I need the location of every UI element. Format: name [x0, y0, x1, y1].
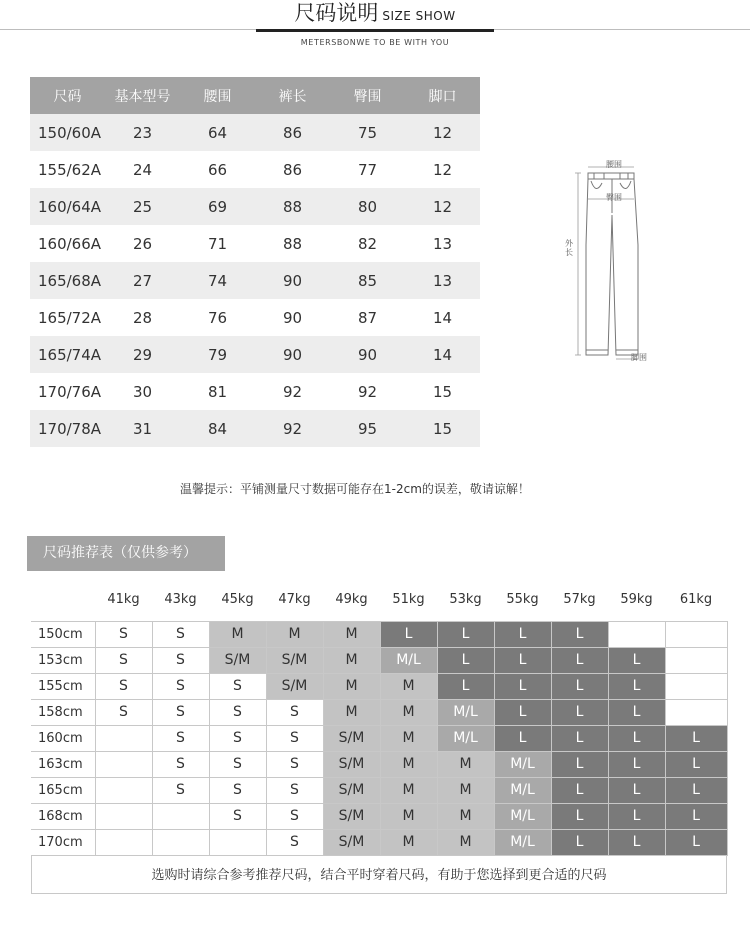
size-cell: S	[209, 725, 266, 751]
table-cell: 170/76A	[30, 373, 105, 410]
table-cell: 69	[180, 188, 255, 225]
table-cell: 25	[105, 188, 180, 225]
size-cell: L	[551, 803, 608, 829]
size-cell: M	[323, 647, 380, 673]
size-cell: M/L	[494, 829, 551, 855]
size-cell: M	[437, 803, 494, 829]
size-cell: S/M	[323, 829, 380, 855]
size-cell: M/L	[494, 803, 551, 829]
size-cell: S	[152, 751, 209, 777]
col-header-waist: 腰围	[180, 77, 255, 114]
height-label: 170cm	[31, 829, 95, 855]
height-label: 153cm	[31, 647, 95, 673]
size-cell: M	[437, 751, 494, 777]
table-row	[30, 299, 480, 336]
size-cell: L	[380, 621, 437, 647]
size-cell: S	[209, 673, 266, 699]
table-cell: 27	[105, 262, 180, 299]
height-label: 165cm	[31, 777, 95, 803]
height-label: 150cm	[31, 621, 95, 647]
hip-label: 臀围	[606, 193, 622, 202]
table-cell: 170/78A	[30, 410, 105, 447]
size-cell: L	[551, 725, 608, 751]
size-cell	[95, 751, 152, 777]
waist-label: 腰围	[606, 160, 622, 169]
table-cell: 95	[330, 410, 405, 447]
table-row	[31, 725, 727, 751]
table-cell: 14	[405, 299, 480, 336]
size-cell	[95, 803, 152, 829]
table-cell: 24	[105, 151, 180, 188]
weight-header: 41kg	[95, 579, 152, 621]
brand-slogan: METERSBONWE TO BE WITH YOU	[300, 38, 450, 47]
table-row	[30, 336, 480, 373]
hem-label: 脚围	[631, 353, 647, 362]
table-row	[30, 151, 480, 188]
size-cell	[95, 829, 152, 855]
header-title-block	[275, 0, 475, 30]
size-cell	[95, 777, 152, 803]
recommendation-title: 尺码推荐表（仅供参考）	[27, 536, 225, 571]
table-cell: 84	[180, 410, 255, 447]
size-cell	[95, 725, 152, 751]
size-cell: L	[608, 751, 665, 777]
size-cell: S/M	[323, 777, 380, 803]
size-cell: S	[152, 673, 209, 699]
size-cell	[665, 673, 727, 699]
table-cell: 86	[255, 151, 330, 188]
size-cell: M	[380, 673, 437, 699]
size-cell: M	[380, 777, 437, 803]
size-cell: M	[380, 829, 437, 855]
table-row	[31, 699, 727, 725]
col-header-model: 基本型号	[105, 77, 180, 114]
size-cell: S	[266, 725, 323, 751]
size-cell	[665, 647, 727, 673]
weight-header: 49kg	[323, 579, 380, 621]
size-cell: M	[209, 621, 266, 647]
table-cell: 165/68A	[30, 262, 105, 299]
size-cell: S/M	[323, 725, 380, 751]
size-cell: L	[608, 803, 665, 829]
size-cell	[152, 803, 209, 829]
size-cell: M/L	[437, 725, 494, 751]
size-cell: S/M	[266, 673, 323, 699]
table-cell: 13	[405, 262, 480, 299]
size-cell: L	[665, 777, 727, 803]
size-cell: L	[551, 673, 608, 699]
table-cell: 90	[255, 262, 330, 299]
size-cell: S	[266, 751, 323, 777]
table-cell: 165/74A	[30, 336, 105, 373]
table-cell: 12	[405, 151, 480, 188]
size-cell: S	[209, 803, 266, 829]
weight-header: 53kg	[437, 579, 494, 621]
weight-header: 47kg	[266, 579, 323, 621]
size-cell: S	[209, 699, 266, 725]
size-cell: S/M	[209, 647, 266, 673]
table-cell: 28	[105, 299, 180, 336]
size-cell: S	[266, 803, 323, 829]
height-label: 155cm	[31, 673, 95, 699]
size-cell: L	[494, 725, 551, 751]
page-header	[0, 0, 750, 60]
table-row	[30, 225, 480, 262]
size-cell: L	[608, 777, 665, 803]
table-cell: 75	[330, 114, 405, 151]
size-cell: M	[266, 621, 323, 647]
size-cell: S	[152, 647, 209, 673]
col-header-size: 尺码	[30, 77, 105, 114]
size-cell: M	[323, 621, 380, 647]
page-title: 尺码说明	[294, 1, 379, 25]
col-header-hip: 臀围	[330, 77, 405, 114]
table-cell: 77	[330, 151, 405, 188]
table-cell: 30	[105, 373, 180, 410]
size-cell: L	[665, 829, 727, 855]
size-table-header-row	[30, 77, 480, 114]
table-cell: 86	[255, 114, 330, 151]
table-cell: 12	[405, 188, 480, 225]
table-cell: 15	[405, 373, 480, 410]
size-cell: S	[209, 751, 266, 777]
size-cell: S/M	[323, 803, 380, 829]
table-row	[31, 673, 727, 699]
table-cell: 15	[405, 410, 480, 447]
table-cell: 66	[180, 151, 255, 188]
size-cell: L	[494, 699, 551, 725]
table-cell: 80	[330, 188, 405, 225]
table-cell: 85	[330, 262, 405, 299]
table-cell: 29	[105, 336, 180, 373]
table-row	[30, 188, 480, 225]
table-row	[30, 114, 480, 151]
height-label: 163cm	[31, 751, 95, 777]
size-cell: S	[152, 725, 209, 751]
table-row	[30, 262, 480, 299]
size-cell: S	[266, 777, 323, 803]
table-cell: 74	[180, 262, 255, 299]
weight-header: 51kg	[380, 579, 437, 621]
weight-header: 55kg	[494, 579, 551, 621]
table-cell: 90	[255, 336, 330, 373]
height-label: 168cm	[31, 803, 95, 829]
size-cell: L	[494, 621, 551, 647]
size-cell: L	[494, 673, 551, 699]
weight-header: 59kg	[608, 579, 665, 621]
col-header-hem: 脚口	[405, 77, 480, 114]
size-cell: M/L	[380, 647, 437, 673]
size-cell: L	[665, 803, 727, 829]
corner-cell	[31, 579, 95, 621]
table-cell: 82	[330, 225, 405, 262]
table-cell: 90	[255, 299, 330, 336]
size-cell: L	[608, 673, 665, 699]
size-cell: M	[437, 829, 494, 855]
table-row	[31, 777, 727, 803]
size-cell: M	[323, 673, 380, 699]
weight-header: 61kg	[665, 579, 727, 621]
size-cell	[209, 829, 266, 855]
col-header-length: 裤长	[255, 77, 330, 114]
table-cell: 81	[180, 373, 255, 410]
table-row	[31, 803, 727, 829]
recommendation-body	[31, 621, 727, 855]
size-cell	[665, 699, 727, 725]
size-cell: L	[551, 621, 608, 647]
size-cell: M/L	[437, 699, 494, 725]
size-cell: S	[266, 829, 323, 855]
size-cell: S	[152, 699, 209, 725]
size-cell: M	[437, 777, 494, 803]
size-cell: L	[551, 647, 608, 673]
size-cell: S	[266, 699, 323, 725]
size-cell: M	[380, 725, 437, 751]
table-row	[31, 621, 727, 647]
size-cell: M/L	[494, 777, 551, 803]
header-underline	[256, 29, 494, 32]
size-cell: S	[95, 673, 152, 699]
size-cell: S	[209, 777, 266, 803]
height-label: 158cm	[31, 699, 95, 725]
length-label: 外长	[565, 239, 573, 257]
size-cell	[665, 621, 727, 647]
weight-header-row	[31, 579, 727, 621]
size-cell: L	[437, 621, 494, 647]
size-cell: M	[380, 751, 437, 777]
table-cell: 92	[255, 373, 330, 410]
size-cell: S/M	[266, 647, 323, 673]
size-cell: L	[608, 647, 665, 673]
size-cell: M	[380, 699, 437, 725]
table-cell: 88	[255, 188, 330, 225]
size-cell: L	[551, 699, 608, 725]
size-cell: M	[323, 699, 380, 725]
table-cell: 150/60A	[30, 114, 105, 151]
table-cell: 92	[330, 373, 405, 410]
weight-header: 45kg	[209, 579, 266, 621]
table-cell: 88	[255, 225, 330, 262]
table-cell: 12	[405, 114, 480, 151]
size-cell: S	[95, 647, 152, 673]
size-table	[30, 77, 480, 447]
table-cell: 92	[255, 410, 330, 447]
table-row	[31, 751, 727, 777]
table-cell: 71	[180, 225, 255, 262]
table-row	[31, 829, 727, 855]
size-cell: M	[380, 803, 437, 829]
table-cell: 87	[330, 299, 405, 336]
pants-outline-icon	[558, 155, 668, 370]
size-cell: L	[551, 777, 608, 803]
weight-header: 57kg	[551, 579, 608, 621]
size-cell: L	[608, 725, 665, 751]
size-cell: M/L	[494, 751, 551, 777]
page-title-en: SIZE SHOW	[382, 9, 456, 23]
recommendation-footer: 选购时请综合参考推荐尺码，结合平时穿着尺码，有助于您选择到更合适的尺码	[151, 868, 607, 883]
table-cell: 155/62A	[30, 151, 105, 188]
size-cell: L	[665, 725, 727, 751]
table-cell: 160/64A	[30, 188, 105, 225]
height-label: 160cm	[31, 725, 95, 751]
size-cell: L	[437, 673, 494, 699]
size-cell: L	[437, 647, 494, 673]
table-cell: 14	[405, 336, 480, 373]
size-cell: S/M	[323, 751, 380, 777]
table-cell: 26	[105, 225, 180, 262]
table-row	[31, 647, 727, 673]
table-cell: 64	[180, 114, 255, 151]
table-cell: 79	[180, 336, 255, 373]
size-cell: S	[152, 621, 209, 647]
table-cell: 76	[180, 299, 255, 336]
table-cell: 31	[105, 410, 180, 447]
size-cell: L	[494, 647, 551, 673]
weight-header: 43kg	[152, 579, 209, 621]
table-cell: 90	[330, 336, 405, 373]
table-row	[30, 373, 480, 410]
table-cell: 165/72A	[30, 299, 105, 336]
recommendation-table	[31, 579, 728, 856]
table-cell: 23	[105, 114, 180, 151]
size-cell: L	[551, 829, 608, 855]
size-cell: L	[608, 829, 665, 855]
size-cell: L	[608, 699, 665, 725]
size-cell	[608, 621, 665, 647]
size-cell: S	[95, 621, 152, 647]
table-row	[30, 410, 480, 447]
table-cell: 160/66A	[30, 225, 105, 262]
size-cell: S	[95, 699, 152, 725]
pants-measurement-diagram	[558, 155, 668, 370]
table-cell: 13	[405, 225, 480, 262]
measurement-tip: 温馨提示：平铺测量尺寸数据可能存在1-2cm的误差，敬请谅解！	[180, 482, 530, 496]
size-cell: L	[551, 751, 608, 777]
size-cell	[152, 829, 209, 855]
size-cell: L	[665, 751, 727, 777]
size-cell: S	[152, 777, 209, 803]
